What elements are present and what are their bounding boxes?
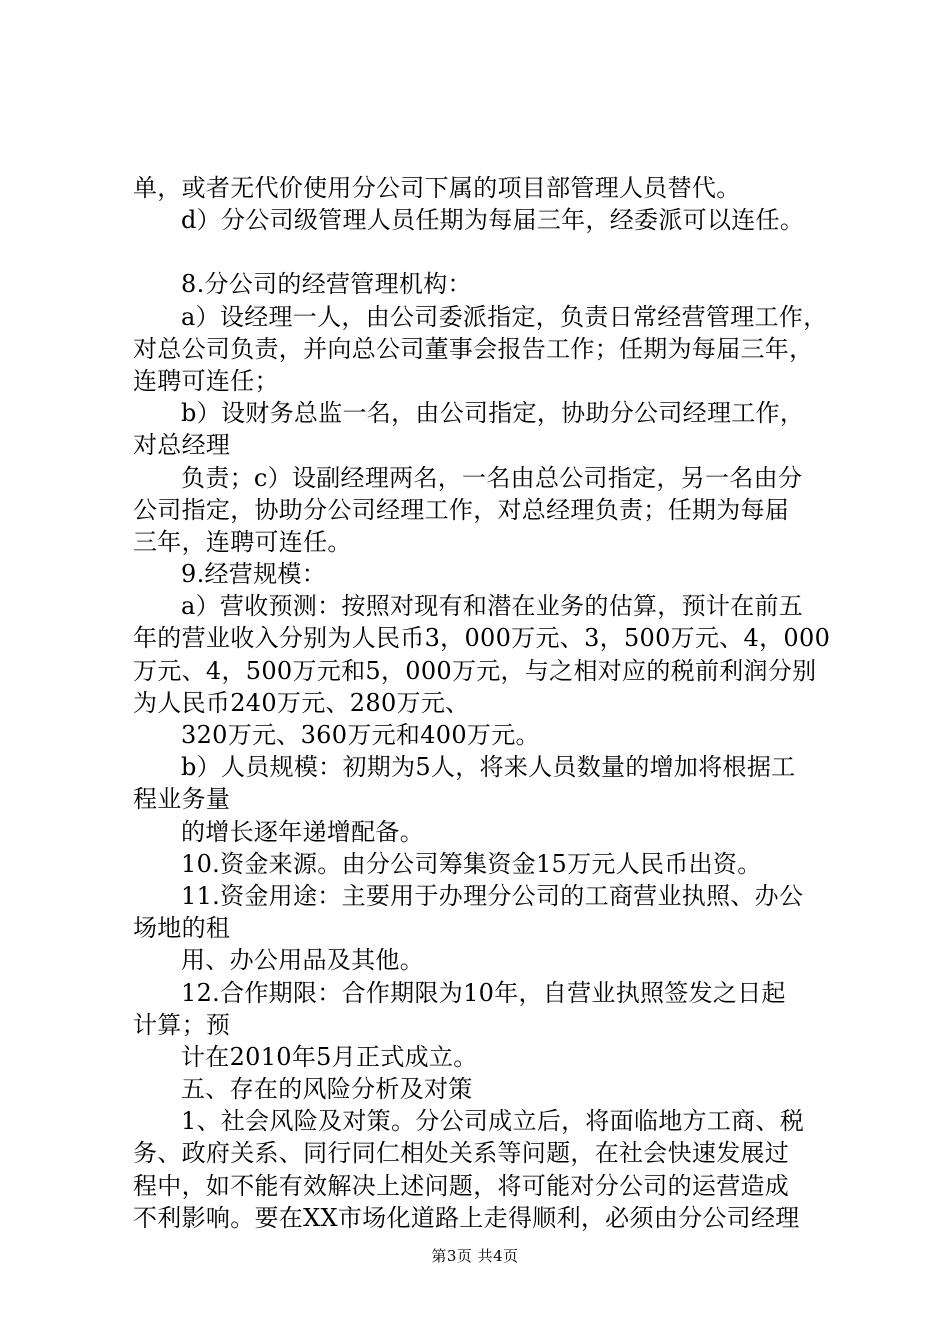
text-line: b）人员规模：初期为5人，将来人员数量的增加将根据工: [181, 753, 796, 782]
text-line: 320万元、360万元和400万元。: [181, 721, 540, 749]
text-line: 1、社会风险及对策。分公司成立后，将面临地方工商、税: [181, 1107, 805, 1136]
text-line: 程业务量: [133, 785, 231, 814]
text-line: 年的营业收入分别为人民币3，000万元、3，500万元、4，000: [133, 624, 831, 653]
text-line: a）设经理一人，由公司委派指定，负责日常经营管理工作，: [181, 302, 828, 331]
page-number-footer: 第3页 共4页: [431, 1247, 519, 1265]
document-body: [133, 172, 833, 1234]
section-heading: 10.资金来源。由分公司筹集资金15万元人民币出资。: [181, 849, 762, 878]
text-line: 单，或者无代价使用分公司下属的项目部管理人员替代。: [133, 174, 741, 202]
text-line: 对总经理: [133, 431, 231, 460]
text-line: 连聘可连任；: [133, 366, 279, 395]
text-line: 务、政府关系、同行同仁相处关系等问题，在社会快速发展过: [133, 1139, 790, 1168]
text-line: 不利影响。要在XX市场化道路上走得顺利，必须由分公司经理: [133, 1203, 800, 1232]
text-line: 程中，如不能有效解决上述问题，将可能对分公司的运营造成: [133, 1171, 790, 1200]
text-line: 用、办公用品及其他。: [181, 946, 424, 975]
text-line: 的增长逐年递增配备。: [181, 817, 424, 846]
section-heading: 11.资金用途：主要用于办理分公司的工商营业执照、办公: [181, 881, 804, 910]
paragraph-gap: [133, 236, 833, 268]
text-line: 计在2010年5月正式成立。: [181, 1042, 478, 1071]
section-heading: 9.经营规模：: [181, 560, 326, 589]
section-heading: 8.分公司的经营管理机构：: [181, 270, 472, 299]
text-line: 对总公司负责，并向总公司董事会报告工作；任期为每届三年，: [133, 334, 814, 363]
text-line: 计算；预: [133, 1010, 231, 1039]
text-line: 万元、4，500万元和5，000万元，与之相对应的税前利润分别: [133, 656, 817, 685]
section-heading: 12.合作期限：合作期限为10年，自营业执照签发之日起: [181, 978, 786, 1007]
text-line: a）营收预测：按照对现有和潜在业务的估算，预计在前五: [181, 592, 804, 621]
text-line: 公司指定，协助分公司经理工作，对总经理负责；任期为每届: [133, 495, 790, 524]
text-line: 负责；c）设副经理两名，一名由总公司指定，另一名由分: [181, 463, 803, 492]
text-line: b）设财务总监一名，由公司指定，协助分公司经理工作，: [181, 399, 805, 428]
text-line: 三年，连聘可连任。: [133, 527, 352, 556]
text-line: 场地的租: [133, 914, 231, 943]
text-line: 为人民币240万元、280万元、: [133, 688, 470, 717]
text-line: d）分公司级管理人员任期为每届三年，经委派可以连任。: [181, 206, 805, 235]
section-heading: 五、存在的风险分析及对策: [181, 1075, 473, 1104]
